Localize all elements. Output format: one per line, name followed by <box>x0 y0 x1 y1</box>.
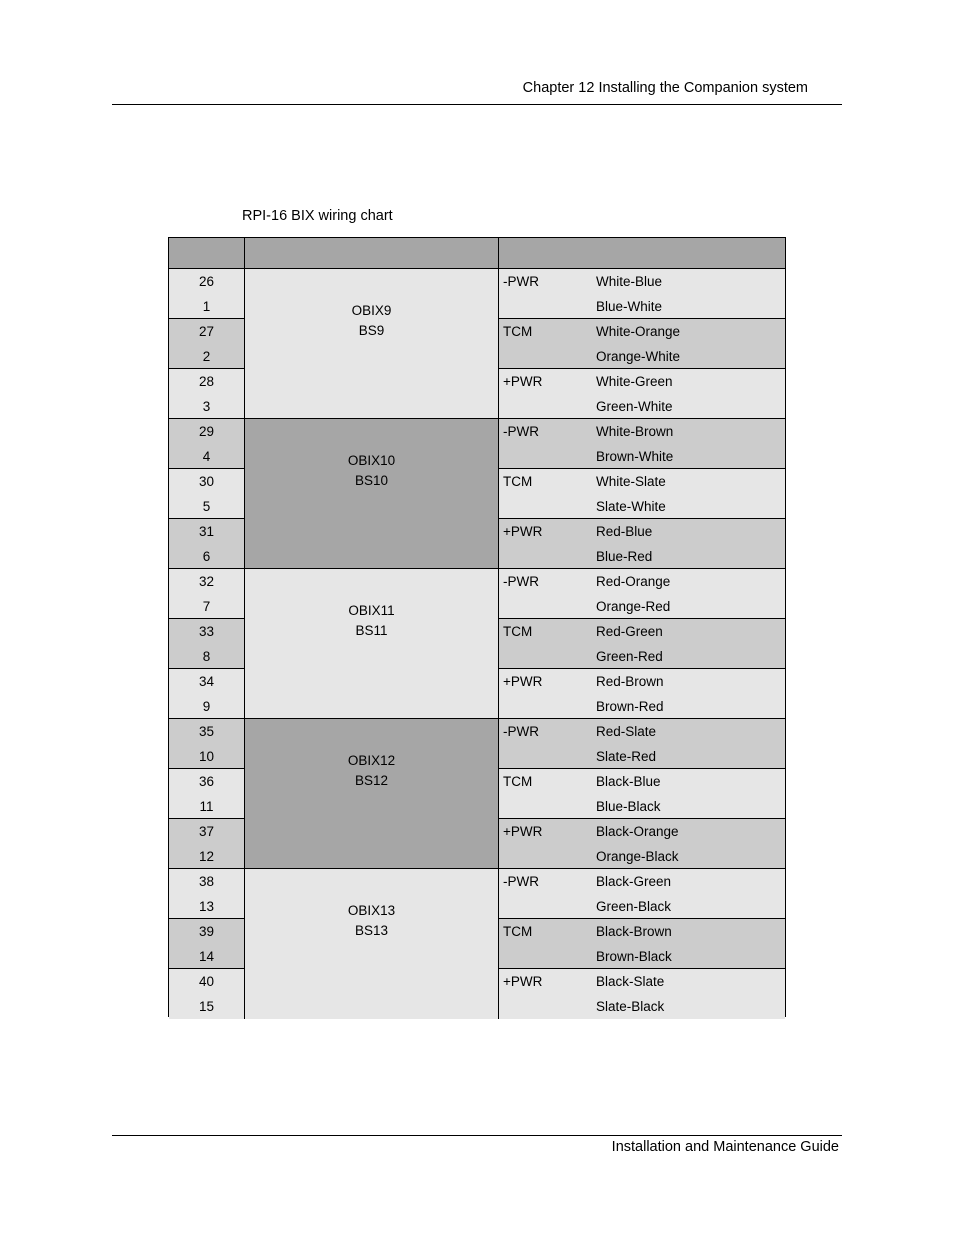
pin-number: 40 <box>198 974 215 989</box>
table-caption: RPI-16 BIX wiring chart <box>242 208 393 224</box>
wire-color: Orange-Red <box>596 599 671 614</box>
bs-label: BS12 <box>354 773 389 788</box>
signal-label: -PWR <box>503 874 539 889</box>
signal-pair-cell <box>499 869 785 919</box>
pin-pair-cell <box>169 619 245 669</box>
pin-number: 14 <box>198 949 215 964</box>
pin-number: 10 <box>198 749 215 764</box>
pin-number: 9 <box>202 699 211 714</box>
wire-color: Black-Slate <box>596 974 665 989</box>
signal-pair-cell <box>499 719 785 769</box>
signal-label: -PWR <box>503 724 539 739</box>
wire-color: Green-White <box>596 399 673 414</box>
pin-number: 1 <box>202 299 211 314</box>
signal-pair-cell <box>499 419 785 469</box>
signal-pair-cell <box>499 969 785 1019</box>
signal-pair-cell <box>499 469 785 519</box>
signal-label: TCM <box>503 624 533 639</box>
bs-label: BS10 <box>354 473 389 488</box>
pin-number: 5 <box>202 499 211 514</box>
pin-pair-cell <box>169 669 245 719</box>
wire-color: Blue-Red <box>596 549 653 564</box>
signal-label: +PWR <box>503 674 543 689</box>
pin-number: 26 <box>198 274 215 289</box>
signal-pair-cell <box>499 819 785 869</box>
pin-number: 13 <box>198 899 215 914</box>
wire-color: Orange-Black <box>596 849 679 864</box>
pin-number: 15 <box>198 999 215 1014</box>
signal-pair-cell <box>499 269 785 319</box>
wire-color: Slate-Black <box>596 999 665 1014</box>
wire-color: Blue-White <box>596 299 663 314</box>
running-footer: Installation and Maintenance Guide <box>611 1139 839 1155</box>
wire-color: Red-Brown <box>596 674 664 689</box>
pin-number: 8 <box>202 649 211 664</box>
bs-label: BS11 <box>355 623 388 638</box>
wiring-chart-table <box>168 237 786 1017</box>
pin-pair-cell <box>169 919 245 969</box>
wire-color: Red-Orange <box>596 574 671 589</box>
signal-pair-cell <box>499 519 785 569</box>
pin-number: 36 <box>198 774 215 789</box>
wire-color: Red-Green <box>596 624 663 639</box>
signal-pair-cell <box>499 919 785 969</box>
obix-label: OBIX13 <box>347 903 396 918</box>
pin-number: 31 <box>198 524 215 539</box>
header-cell-pins <box>169 238 245 269</box>
pin-number: 33 <box>198 624 215 639</box>
obix-group-cell <box>245 419 499 569</box>
footer-rule <box>112 1135 842 1136</box>
pin-number: 7 <box>202 599 211 614</box>
signal-label: TCM <box>503 774 533 789</box>
obix-label: OBIX9 <box>351 303 392 318</box>
signal-label: +PWR <box>503 374 543 389</box>
signal-label: TCM <box>503 324 533 339</box>
pin-number: 4 <box>202 449 211 464</box>
wire-color: White-Slate <box>596 474 666 489</box>
pin-pair-cell <box>169 869 245 919</box>
signal-label: +PWR <box>503 824 543 839</box>
pin-pair-cell <box>169 469 245 519</box>
pin-pair-cell <box>169 319 245 369</box>
obix-label: OBIX11 <box>348 603 395 618</box>
pin-pair-cell <box>169 269 245 319</box>
wire-color: Slate-White <box>596 499 666 514</box>
signal-label: -PWR <box>503 274 539 289</box>
signal-label: +PWR <box>503 974 543 989</box>
wire-color: Blue-Black <box>596 799 661 814</box>
pin-pair-cell <box>169 719 245 769</box>
pin-number: 38 <box>198 874 215 889</box>
pin-number: 35 <box>198 724 215 739</box>
pin-number: 30 <box>198 474 215 489</box>
wire-color: White-Green <box>596 374 673 389</box>
wire-color: Black-Orange <box>596 824 679 839</box>
pin-pair-cell <box>169 519 245 569</box>
bs-label: BS9 <box>358 323 385 338</box>
wire-color: Brown-White <box>596 449 674 464</box>
wire-color: Black-Blue <box>596 774 661 789</box>
wire-color: Black-Brown <box>596 924 672 939</box>
wire-color: Red-Blue <box>596 524 653 539</box>
signal-pair-cell <box>499 619 785 669</box>
header-rule <box>112 104 842 105</box>
pin-number: 11 <box>199 799 214 814</box>
pin-pair-cell <box>169 419 245 469</box>
pin-pair-cell <box>169 769 245 819</box>
pin-number: 6 <box>202 549 211 564</box>
wire-color: Orange-White <box>596 349 681 364</box>
signal-label: -PWR <box>503 574 539 589</box>
pin-number: 12 <box>198 849 215 864</box>
pin-number: 27 <box>198 324 215 339</box>
header-cell-signal <box>499 238 785 269</box>
signal-pair-cell <box>499 769 785 819</box>
signal-pair-cell <box>499 319 785 369</box>
signal-label: +PWR <box>503 524 543 539</box>
pin-number: 34 <box>198 674 215 689</box>
wire-color: White-Orange <box>596 324 681 339</box>
wire-color: Red-Slate <box>596 724 657 739</box>
obix-group-cell <box>245 269 499 419</box>
wire-color: Green-Red <box>596 649 663 664</box>
pin-number: 3 <box>202 399 211 414</box>
wire-color: Slate-Red <box>596 749 657 764</box>
wire-color: Black-Green <box>596 874 672 889</box>
signal-pair-cell <box>499 569 785 619</box>
wire-color: Brown-Black <box>596 949 672 964</box>
obix-group-cell <box>245 869 499 1019</box>
wire-color: White-Blue <box>596 274 663 289</box>
pin-number: 39 <box>198 924 215 939</box>
signal-pair-cell <box>499 669 785 719</box>
running-header: Chapter 12 Installing the Companion system <box>522 80 808 96</box>
pin-pair-cell <box>169 369 245 419</box>
obix-label: OBIX10 <box>347 453 396 468</box>
obix-group-cell <box>245 569 499 719</box>
pin-number: 28 <box>198 374 215 389</box>
pin-pair-cell <box>169 819 245 869</box>
pin-pair-cell <box>169 569 245 619</box>
pin-number: 32 <box>198 574 215 589</box>
wire-color: Green-Black <box>596 899 672 914</box>
pin-number: 37 <box>198 824 215 839</box>
obix-label: OBIX12 <box>347 753 396 768</box>
signal-label: TCM <box>503 474 533 489</box>
signal-pair-cell <box>499 369 785 419</box>
wire-color: White-Brown <box>596 424 674 439</box>
pin-number: 2 <box>202 349 211 364</box>
pin-pair-cell <box>169 969 245 1019</box>
obix-group-cell <box>245 719 499 869</box>
signal-label: TCM <box>503 924 533 939</box>
wire-color: Brown-Red <box>596 699 664 714</box>
bs-label: BS13 <box>354 923 389 938</box>
signal-label: -PWR <box>503 424 539 439</box>
header-cell-obix <box>245 238 499 269</box>
pin-number: 29 <box>198 424 215 439</box>
